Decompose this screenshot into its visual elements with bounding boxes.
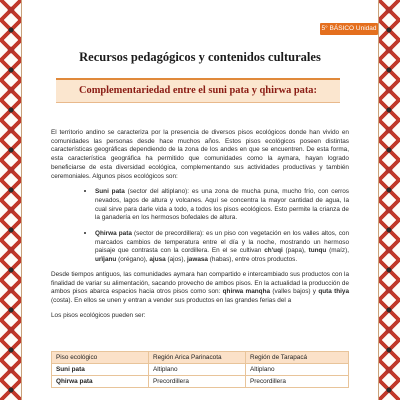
table-cell: Suni pata — [52, 364, 149, 376]
intro-paragraph: El territorio andino se caracteriza por la presencia de diversos pisos ecológicos donde han vivido en comunidades las personas desde hace muchos años. Estos pisos ecológicos poseen distintas características geográficas dependiendo de la zona de los andes en que se encuentren. De esta forma, esta característica geográfica ha permitido que comunidades como la aymara, hayan logrado beneficiarse de esta diversidad ecológica, complementando sus actividades productivas y también ceremoniales. Algunos pisos ecológicos son: — [51, 129, 349, 180]
column-header: Región de Tarapacá — [246, 352, 349, 364]
ecological-floors-table — [51, 351, 349, 388]
term-qhirwa-pata: Qhirwa pata — [95, 230, 132, 238]
exchange-paragraph — [51, 271, 349, 306]
crop-gloss: (maíz), — [326, 247, 349, 255]
document-body — [51, 129, 349, 326]
column-header: Región Arica Parinacota — [149, 352, 246, 364]
ecological-floors-list — [51, 187, 349, 265]
table-cell: Altiplano — [149, 364, 246, 376]
term-qhirwa-manqha: qhirwa manqha — [222, 288, 271, 296]
table-cell: Precordillera — [149, 376, 246, 388]
list-item-suni-pata — [95, 187, 349, 223]
table-cell: Qhirwa pata — [52, 376, 149, 388]
exchange-text: (valles bajos) y — [270, 288, 319, 296]
document-title: Recursos pedagógicos y contenidos culturales — [79, 50, 321, 64]
list-item-qhirwa-pata — [95, 229, 349, 265]
left-decorative-border — [0, 0, 22, 400]
exchange-text: (costa). En ellos se unen y entran a vender sus productos en las grandes ferias del a — [51, 296, 292, 304]
grade-unit-badge: 5° BÁSICO Unidad 4 — [321, 25, 377, 44]
crop-gloss: (papa), — [282, 247, 309, 255]
table-row — [52, 364, 349, 376]
table-header-row — [52, 352, 349, 364]
table-cell: Altiplano — [246, 364, 349, 376]
crop-term: urïjanu — [95, 256, 117, 264]
crop-gloss: (habas), entre otros productos. — [207, 256, 298, 264]
suni-pata-description: (sector del altiplano): es una zona de mucha puna, mucho frío, con cerros nevados, lagos de altura y volcanes. Aquí se concentra la mayor cantidad de agua, la cual sirve para darle vida a todo, a todos los pisos ecológicos. Esto permite la crianza de la ganadería en los hermosos bofedales de altura. — [95, 188, 350, 222]
table-intro: Los pisos ecológicos pueden ser: — [51, 311, 146, 319]
right-decorative-border — [378, 0, 400, 400]
crop-gloss: (ajos), — [165, 256, 188, 264]
term-suni-pata: Suni pata — [95, 188, 125, 196]
crop-term: jawasa — [187, 256, 208, 264]
section-title-banner — [56, 78, 340, 103]
term-quta-thiya: quta thiya — [318, 288, 350, 296]
crop-term: tunqu — [308, 247, 327, 255]
table-row — [52, 376, 349, 388]
crop-term: ch'uqi — [264, 247, 283, 255]
exchange-text: Desde tiempos antiguos, las comunidades aymara han compartido e intercambiado sus productos con la finalidad de variar su alimentación, sacando provecho de ambos pisos. En la actualidad la producción de ambos pisos abarca espacios hacia otros pisos como son: — [51, 270, 349, 296]
section-title: Complementariedad entre el suni pata y qhirwa pata: — [79, 85, 317, 96]
qhirwa-pata-description: (sector de precordillera): es un piso con vegetación en los valles altos, con marcados cambios de temperatura entre el día y la noche, mostrando un hermoso paisaje que contrasta con la cordillera. En el se cultivan — [95, 230, 350, 255]
column-header: Piso ecológico — [52, 352, 149, 364]
crop-term: ajusa — [149, 256, 166, 264]
table-cell: Precordillera — [246, 376, 349, 388]
crop-gloss: (orégano), — [116, 256, 150, 264]
